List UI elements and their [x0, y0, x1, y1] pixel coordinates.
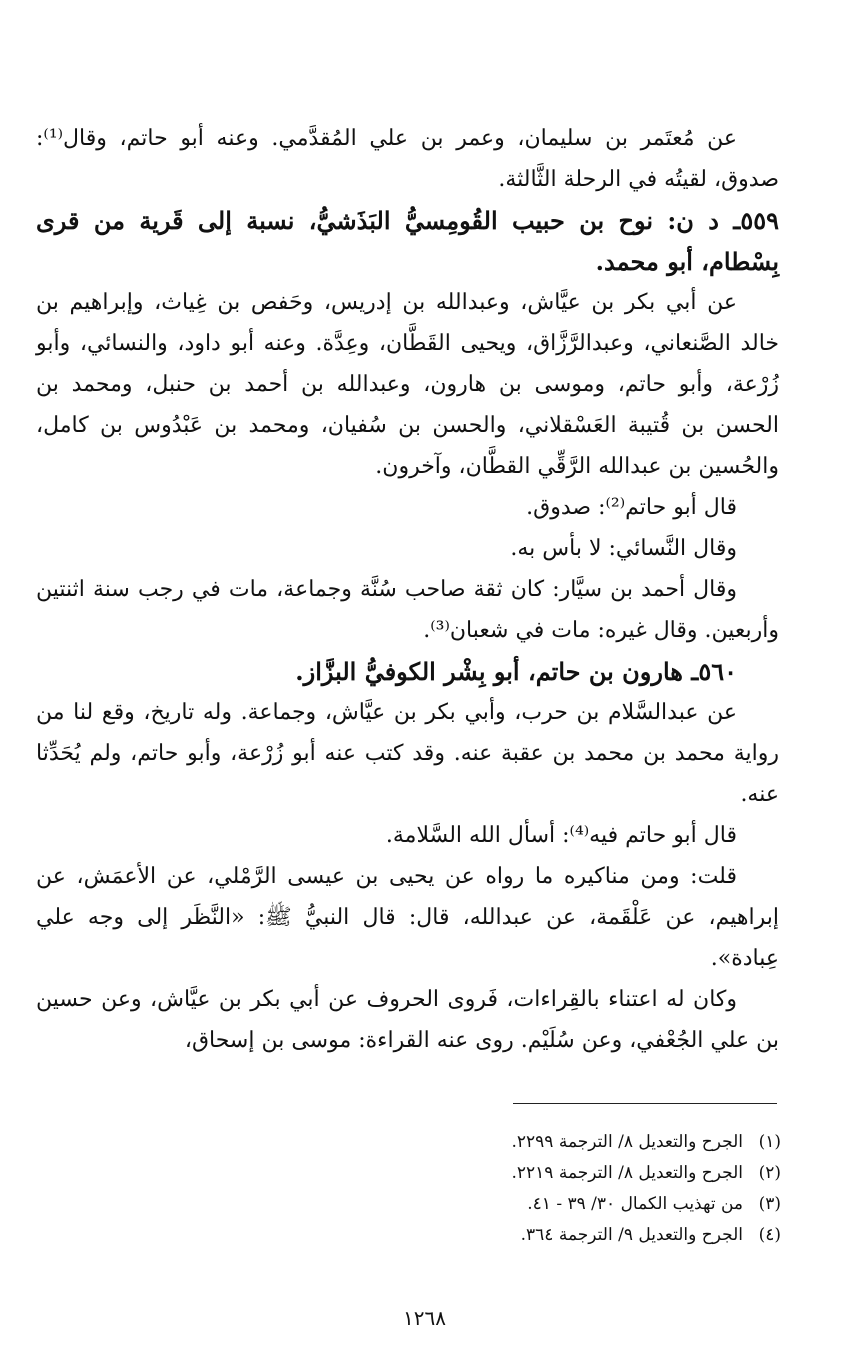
main-text	[36, 118, 779, 1061]
footnote-text: الجرح والتعديل ٨/ الترجمة ٢٢١٩.	[511, 1163, 743, 1183]
entry-heading-559: ٥٥٩ـ د ن: نوح بن حبيب القُومِسيُّ البَذَشيُّ، نسبة إلى قَرية من قرى بِسْطام، أبو محمد.	[36, 206, 779, 276]
footnote-item	[300, 1220, 781, 1251]
footnote-item	[300, 1158, 781, 1189]
paragraph: قال أبو حاتم فيه⁽⁴⁾: أسأل الله السَّلامة.	[385, 823, 737, 848]
paragraph: قلت: ومن مناكيره ما رواه عن يحيى بن عيسى الرَّمْلي، عن الأعمَش، عن إبراهيم، عن عَلْقَمة، عن عبدالله، قال: قال النبيُّ ﷺ: «النَّظَر إلى وجه علي عِبادة».	[36, 864, 779, 971]
footnote-text: من تهذيب الكمال ٣٠/ ٣٩ - ٤١.	[527, 1194, 743, 1214]
paragraph: وقال أحمد بن سيَّار: كان ثقة صاحب سُنَّة وجماعة، مات في رجب سنة اثنتين وأربعين. وقال غيره: مات في شعبان⁽³⁾.	[36, 577, 779, 643]
footnote-number: (٢)	[758, 1163, 781, 1183]
footnote-item	[300, 1127, 781, 1158]
paragraph: قال أبو حاتم⁽²⁾: صدوق.	[526, 495, 737, 520]
footnote-text: الجرح والتعديل ٨/ الترجمة ٢٢٩٩.	[511, 1132, 743, 1152]
footnote-item	[300, 1189, 781, 1220]
paragraph: عن عبدالسَّلام بن حرب، وأبي بكر بن عيَّاش، وجماعة. وله تاريخ، وقع لنا من رواية محمد بن محمد بن عقبة عنه. وقد كتب عنه أبو زُرْعة، وأبو حاتم، ولم يُحَدِّثا عنه.	[36, 700, 779, 807]
footnotes	[300, 1127, 781, 1251]
paragraph: وكان له اعتناء بالقِراءات، فَروى الحروف عن أبي بكر بن عيَّاش، وعن حسين بن علي الجُعْفي، وعن سُلَيْم. روى عنه القراءة: موسى بن إسحاق،	[36, 987, 779, 1053]
paragraph: وقال النَّسائي: لا بأس به.	[510, 536, 737, 561]
page-number: ١٢٦٨	[403, 1306, 446, 1330]
paragraph: عن أبي بكر بن عيَّاش، وعبدالله بن إدريس، وحَفص بن غِياث، وإبراهيم بن خالد الصَّنعاني، وعبدالرَّزَّاق، ويحيى القَطَّان، وعِدَّة. وعنه أبو داود، والنسائي، وأبو زُرْعة، وأبو حاتم، وموسى بن هارون، وعبدالله بن أحمد بن حنبل، ومحمد بن الحسن بن قُتيبة العَسْقلاني، والحسن بن سُفيان، ومحمد بن عَبْدُوس بن كامل، والحُسين بن عبدالله الرَّقِّي القطَّان، وآخرون.	[36, 290, 779, 479]
footnote-text: الجرح والتعديل ٩/ الترجمة ٣٦٤.	[520, 1225, 743, 1245]
footnote-number: (٤)	[758, 1225, 781, 1245]
footnote-number: (١)	[758, 1132, 781, 1152]
footnote-divider	[513, 1103, 777, 1104]
paragraph: عن مُعتَمر بن سليمان، وعمر بن علي المُقدَّمي. وعنه أبو حاتم، وقال⁽¹⁾: صدوق، لقيتُه في الرحلة الثَّالثة.	[36, 126, 779, 192]
entry-heading-560: ٥٦٠ـ هارون بن حاتم، أبو بِشْر الكوفيُّ البزَّاز.	[295, 657, 737, 686]
footnote-number: (٣)	[758, 1194, 781, 1214]
